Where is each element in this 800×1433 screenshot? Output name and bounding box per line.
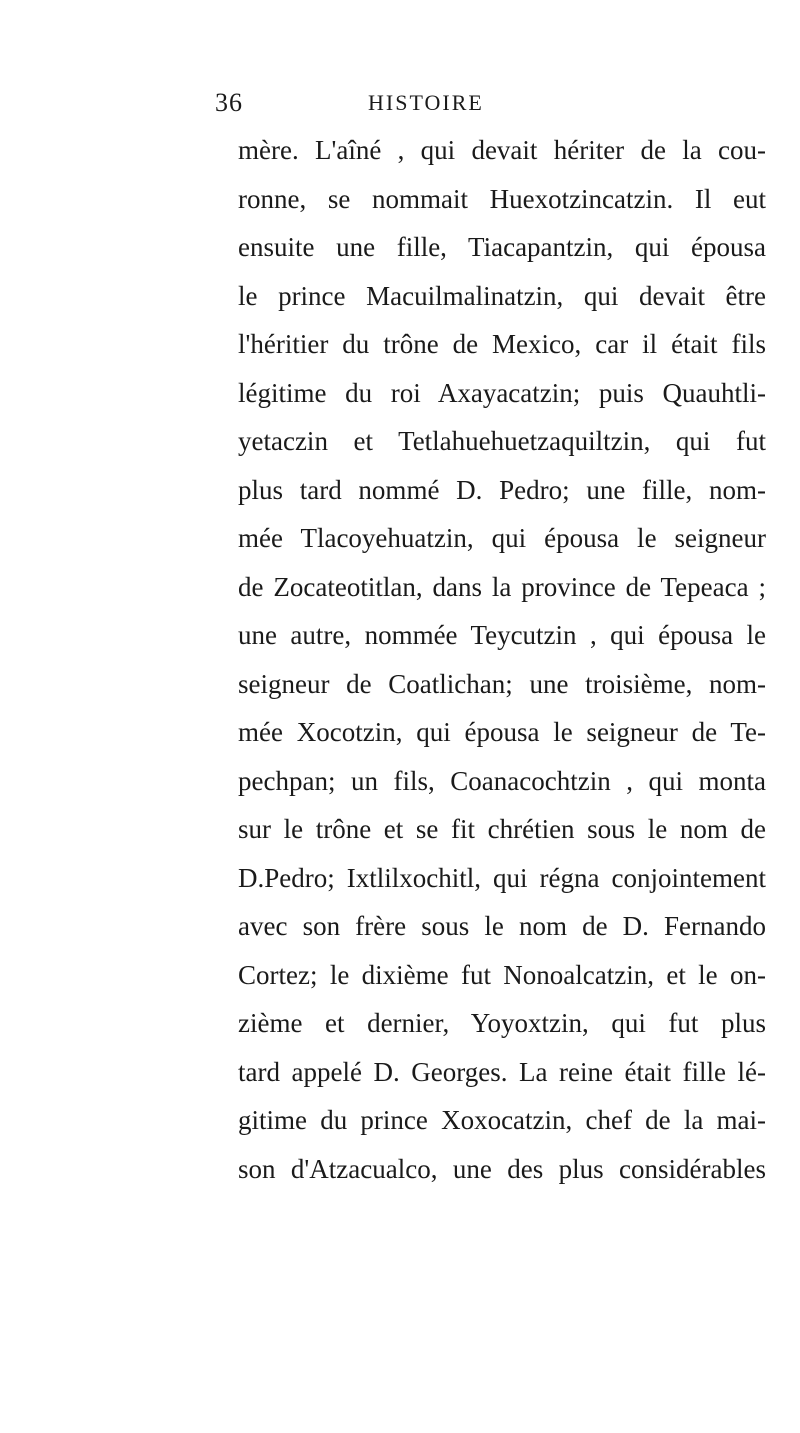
text-line: ronne, se nommait Huexotzincatzin. Il eut: [238, 183, 766, 214]
text-line: Cortez; le dixième fut Nonoalcatzin, et le on-: [238, 959, 766, 990]
text-line: seigneur de Coatlichan; une troisième, nom-: [238, 668, 766, 699]
text-line: ensuite une fille, Tiacapantzin, qui épousa: [238, 232, 766, 262]
text-line: mère. L'aîné , qui devait hériter de la cou-: [238, 135, 766, 165]
text-line: tard appelé D. Georges. La reine était fille lé-: [238, 1056, 766, 1087]
text-line: pechpan; un fils, Coanacochtzin , qui monta: [238, 765, 766, 796]
page-number: 36: [215, 88, 243, 117]
text-line: yetaczin et Tetlahuehuetzaquiltzin, qui fut: [238, 426, 766, 456]
text-line: gitime du prince Xoxocatzin, chef de la mai-: [238, 1105, 766, 1135]
text-line: mée Xocotzin, qui épousa le seigneur de Te-: [238, 717, 766, 747]
running-head: HISTOIRE: [368, 90, 484, 115]
page-header: [0, 83, 800, 123]
text-line: avec son frère sous le nom de D. Fernando: [238, 911, 766, 941]
text-line: sur le trône et se fit chrétien sous le nom de: [238, 814, 766, 844]
text-line: le prince Macuilmalinatzin, qui devait être: [238, 280, 766, 311]
text-line: D.Pedro; Ixtlilxochitl, qui régna conjointement: [238, 862, 766, 893]
text-line: son d'Atzacualco, une des plus considérables: [238, 1153, 766, 1184]
body-text: [238, 126, 766, 1193]
text-line: l'héritier du trône de Mexico, car il était fils: [238, 329, 766, 359]
text-line: plus tard nommé D. Pedro; une fille, nom-: [238, 474, 766, 505]
text-line: une autre, nommée Teycutzin , qui épousa le: [238, 620, 766, 650]
text-line: mée Tlacoyehuatzin, qui épousa le seigneur: [238, 523, 766, 553]
text-line: de Zocateotitlan, dans la province de Tepeaca ;: [238, 571, 766, 602]
text-line: zième et dernier, Yoyoxtzin, qui fut plus: [238, 1008, 766, 1038]
text-line: légitime du roi Axayacatzin; puis Quauhtli-: [238, 377, 766, 408]
